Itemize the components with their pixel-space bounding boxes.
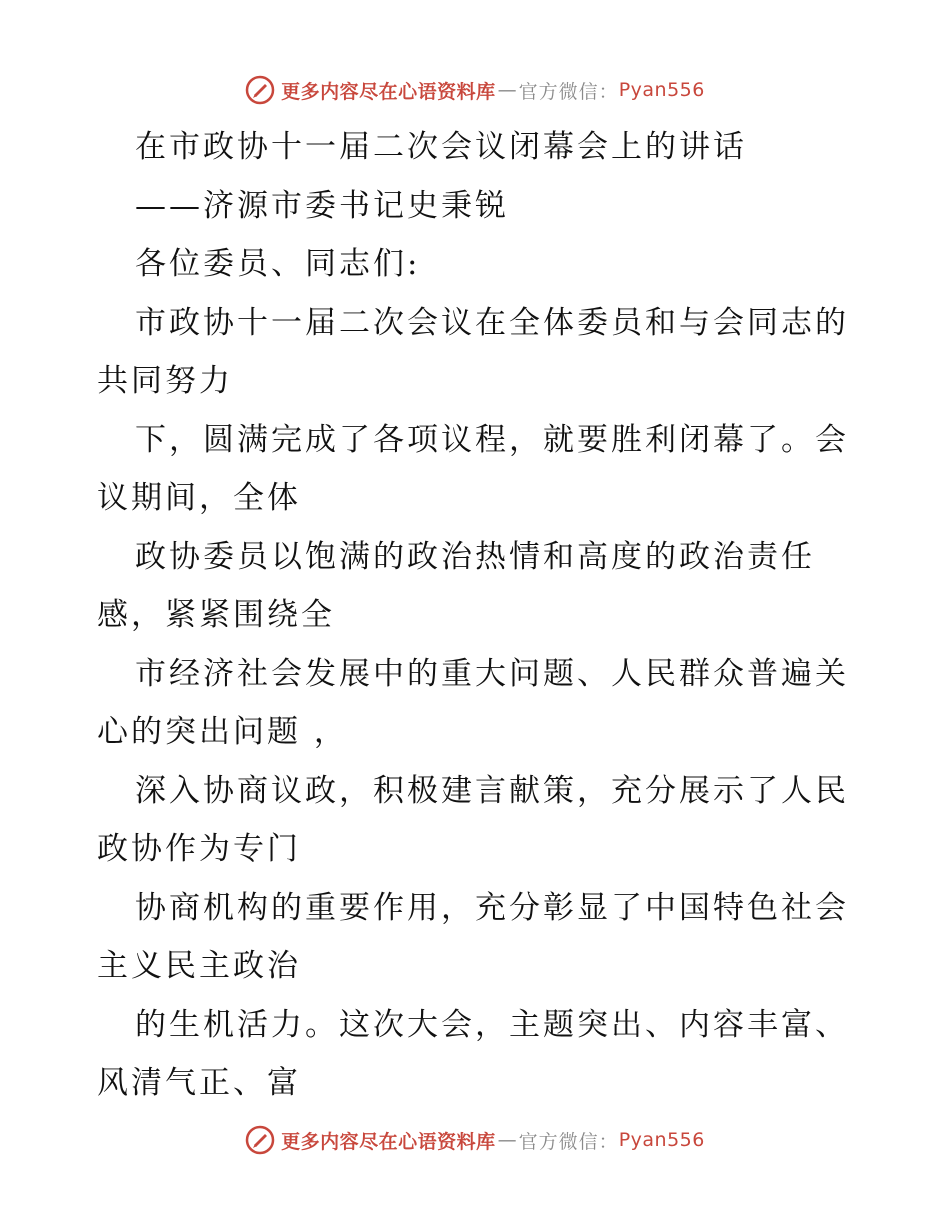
salutation: 各位委员、同志们: [135,246,421,282]
pen-seal-icon [245,1125,275,1155]
text-line: 心的突出问题 ， [97,714,348,750]
text-line: 市经济社会发展中的重大问题、人民群众普遍关 [135,655,849,692]
text-line: 协商机构的重要作用，充分彰显了中国特色社会 [135,889,849,926]
text-line: 政协作为专门 [97,831,301,867]
text-line: 的生机活力。这次大会，主题突出、内容丰富、 [135,1006,849,1043]
text-line: 共同努力 [97,363,233,399]
watermark-main-text: 更多内容尽在心语资料库 [281,1130,496,1153]
text-line: 政协委员以饱满的政治热情和高度的政治责任 [135,538,815,575]
document-body [97,118,857,1113]
text-line: 感，紧紧围绕全 [97,597,335,633]
watermark-id: Pyan556 [618,1129,705,1151]
text-line: 议期间，全体 [97,480,301,516]
watermark-main-text: 更多内容尽在心语资料库 [281,80,496,103]
text-line: 风清气正、富 [97,1065,301,1101]
document-subtitle: ——济源市委书记史秉锐 [135,187,509,224]
footer-watermark [0,1120,950,1160]
watermark-dash: — [497,1129,517,1151]
text-line: 市政协十一届二次会议在全体委员和与会同志的 [135,304,849,341]
document-title: 在市政协十一届二次会议闭幕会上的讲话 [135,129,747,165]
watermark-dash: — [497,79,517,101]
watermark-label: 官方微信： [518,80,619,103]
text-line: 主义民主政治 [97,948,301,984]
text-line: 深入协商议政，积极建言献策，充分展示了人民 [135,772,849,809]
watermark-id: Pyan556 [618,79,705,101]
text-line: 下，圆满完成了各项议程，就要胜利闭幕了。会 [135,421,849,458]
pen-seal-icon [245,75,275,105]
header-watermark [0,70,950,110]
watermark-label: 官方微信： [518,1130,619,1153]
